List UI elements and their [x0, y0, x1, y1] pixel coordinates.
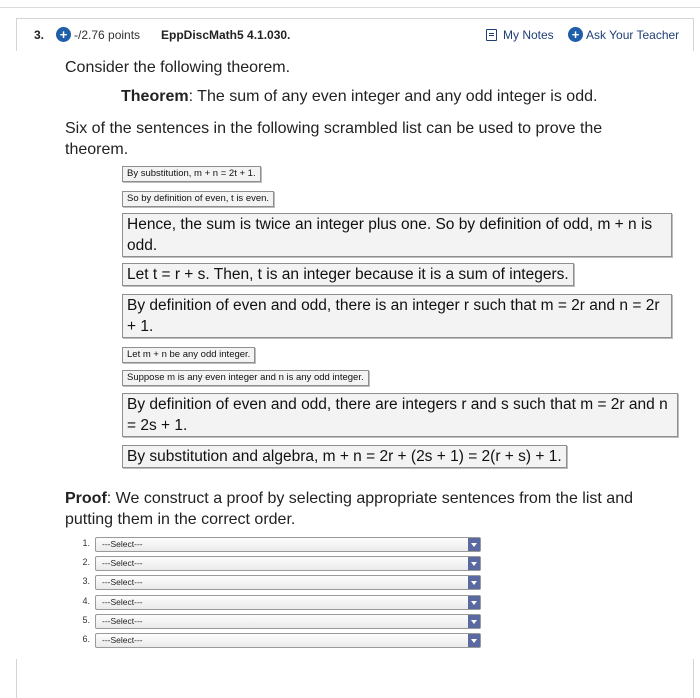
step-number: 5.	[82, 615, 90, 625]
notes-icon	[486, 29, 497, 41]
proof-text: : We construct a proof by selecting appropriate sentences from the list and putting them in the correct order.	[65, 490, 633, 528]
question-source: EppDiscMath5 4.1.030.	[161, 27, 291, 42]
scrambled-sentence[interactable]: Suppose m is any even integer and n is any odd integer.	[122, 370, 369, 386]
intro-text: Consider the following theorem.	[65, 59, 291, 76]
question-number: 3.	[34, 27, 45, 42]
select-value: ---Select---	[102, 616, 143, 626]
plus-circle-icon: +	[568, 27, 583, 42]
my-notes-label: My Notes	[503, 27, 554, 42]
step-number: 6.	[82, 634, 90, 644]
chevron-down-icon[interactable]	[468, 576, 480, 589]
plus-circle-icon[interactable]: +	[56, 27, 71, 42]
top-divider	[0, 7, 700, 8]
chevron-down-icon[interactable]	[468, 557, 480, 570]
step-select[interactable]	[95, 556, 481, 571]
step-number: 1.	[82, 538, 90, 548]
points-text: -/2.76 points	[74, 27, 141, 42]
instructions-line-2: theorem.	[65, 141, 129, 158]
chevron-down-icon[interactable]	[468, 538, 480, 551]
scrambled-sentence[interactable]: Let t = r + s. Then, t is an integer because it is a sum of integers.	[122, 263, 574, 286]
scrambled-sentence[interactable]: So by definition of even, t is even.	[122, 191, 274, 207]
ask-teacher-label: Ask Your Teacher	[586, 27, 680, 42]
chevron-down-icon[interactable]	[468, 634, 480, 647]
scrambled-sentence[interactable]: Let m + n be any odd integer.	[122, 347, 255, 363]
theorem-label: Theorem	[121, 88, 189, 105]
step-select[interactable]	[95, 633, 481, 648]
scrambled-sentence[interactable]: By substitution and algebra, m + n = 2r + (2s + 1) = 2(r + s) + 1.	[122, 445, 567, 468]
step-select[interactable]	[95, 537, 481, 552]
chevron-down-icon[interactable]	[468, 596, 480, 609]
theorem-text: : The sum of any even integer and any odd integer is odd.	[188, 88, 598, 105]
question-header	[16, 18, 694, 51]
chevron-down-icon[interactable]	[468, 615, 480, 628]
scrambled-sentence[interactable]: By definition of even and odd, there is an integer r such that m = 2r and n = 2r + 1.	[122, 294, 672, 338]
question-gutter	[16, 51, 56, 659]
question-body	[56, 51, 694, 659]
instructions-line-1: Six of the sentences in the following scrambled list can be used to prove the	[65, 120, 603, 137]
scrambled-sentence[interactable]: Hence, the sum is twice an integer plus one. So by definition of odd, m + n is odd.	[122, 213, 672, 257]
step-number: 4.	[82, 596, 90, 606]
select-value: ---Select---	[102, 558, 143, 568]
step-number: 3.	[82, 576, 90, 586]
proof-label: Proof	[65, 490, 107, 507]
proof-instructions	[65, 488, 685, 530]
scrambled-sentence[interactable]: By definition of even and odd, there are integers r and s such that m = 2r and n = 2s + 1.	[122, 393, 678, 437]
ask-teacher-button[interactable]	[568, 27, 679, 42]
select-value: ---Select---	[102, 635, 143, 645]
theorem-statement	[121, 86, 597, 107]
select-value: ---Select---	[102, 597, 143, 607]
step-select[interactable]	[95, 595, 481, 610]
step-select[interactable]	[95, 614, 481, 629]
scrambled-sentence[interactable]: By substitution, m + n = 2t + 1.	[122, 166, 261, 182]
select-value: ---Select---	[102, 539, 143, 549]
step-number: 2.	[82, 557, 90, 567]
my-notes-button[interactable]	[486, 28, 554, 42]
step-select[interactable]	[95, 575, 481, 590]
points-indicator[interactable]	[56, 27, 140, 42]
select-value: ---Select---	[102, 577, 143, 587]
